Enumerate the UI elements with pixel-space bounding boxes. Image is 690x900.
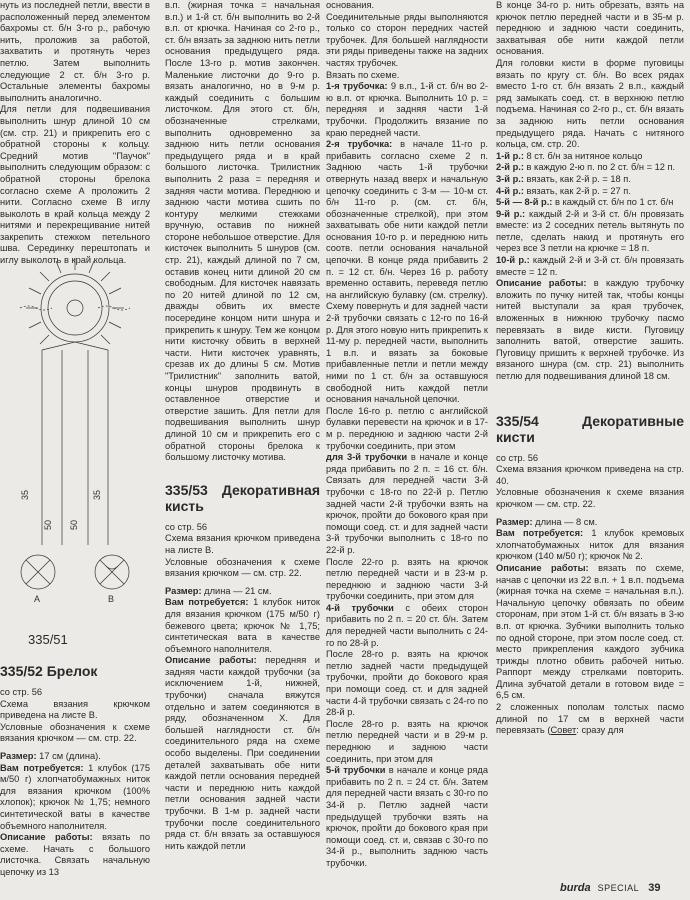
materials-paragraph xyxy=(496,528,684,563)
materials-label: Вам потребуется: xyxy=(496,528,584,539)
paragraph-text: 2 сложенных пополам толстых пасмо длиной по 17 см в верхней части перевязать ( xyxy=(496,702,684,736)
page-number: 39 xyxy=(648,882,661,894)
section-heading: 335/54 Декоративные кисти xyxy=(496,412,684,445)
tube-label: для 3-й трубочки xyxy=(326,452,408,463)
description-label: Описание работы: xyxy=(496,562,589,573)
see-page: со стр. 56 xyxy=(0,687,43,697)
scheme-note: Схема вязания крючком приведена на стр. 40. xyxy=(496,464,684,486)
materials-label: Вам потребуется: xyxy=(165,597,249,608)
section-heading: 335/52 Брелок xyxy=(0,663,98,679)
row-label: 5-й — 8-й р.: xyxy=(496,197,553,208)
row-label: 3-й р.: xyxy=(496,173,524,184)
materials-paragraph xyxy=(165,597,320,655)
description-paragraph xyxy=(496,563,684,702)
description-paragraph xyxy=(0,832,150,878)
dimension-label: 50 xyxy=(43,519,53,530)
section-335-53 xyxy=(165,482,320,853)
symbols-note: Условные обозначения к схеме вязания крючком — см. стр. 22. xyxy=(165,556,320,579)
see-page: со стр. 56 xyxy=(496,452,539,463)
paragraph xyxy=(326,603,488,649)
paragraph xyxy=(496,278,684,382)
paragraph: После 28-го р. взять на крючок петлю задней части предыдущей трубочки, пройти до бокового края при помощи соед. ст. и для задней части 4-й трубочки связать с 24-го по 28-й р. xyxy=(326,649,488,718)
tube-label: 5-й трубочки xyxy=(326,765,386,776)
materials-text: 1 клубок (175 м/50 г) хлопчатобумажных ниток для вязания крючком (100% хлопок); крючок № 1,75; немного синтетической ваты в качестве объемного наполнителя. xyxy=(0,762,150,831)
column-1 xyxy=(0,0,150,267)
row-label: 10-й р.: xyxy=(496,255,530,266)
symbols-note: Условные обозначения к схеме вязания крючком — см. стр. 22. xyxy=(496,487,684,509)
size-text: длина — 8 см. xyxy=(535,516,598,527)
row-text: каждый 2-й и 3-й ст. б/н провязать вместе = 12 п. xyxy=(496,255,684,277)
paragraph-text: : сразу для xyxy=(576,725,624,736)
figure-sublabel-a: A xyxy=(34,594,41,604)
edition-label: SPECIAL xyxy=(597,883,640,893)
crochet-diagram-335-51 xyxy=(0,250,155,622)
description-text: вязать по схеме, начав с цепочки из 22 в.п. + 1 в.п. подъема (жирная точка на схеме = начальная в.п.). Начальную цепочку обвязать по обеим сторонам, при этом 1-й ст. б/н вязать в 3-ю в.п. от крючка. Зубчики выполнить только по одной стороне, при этом после соед. ст. место прикрепления каждого зубчика трижды плотно обвить рабочей нитью. Pаппорт между стрелками повторить. Длина зубчатой детали в готовом виде = 6,5 см. xyxy=(496,562,684,701)
paragraph-text: в начале и конце ряда прибавить по 2 п. = 16 ст. б/н. Связать для передней части 3-й трубочки с 18-го по 22-й р. Петлю задней части 2-й трубочки взять на крючок, пройти до бокового края при помощи соед. ст. и для задней части 3-й трубочки выполнить с 18-го по 22-й р. xyxy=(326,452,488,555)
row-text: в каждую 2-ю п. по 2 ст. б/н = 12 п. xyxy=(526,162,676,173)
row-instruction xyxy=(496,174,684,186)
row-text: вязать, как 2-й р. = 18 п. xyxy=(526,173,631,184)
dimension-label: 35 xyxy=(20,489,30,500)
paragraph xyxy=(496,702,684,737)
paragraph: в.п. (жирная точка = начальная в.п.) и 1-й ст. б/н выполнить во 2-й в.п. от крючка. Начиная со 2-го р., ст. б/н вязать за заднюю нить петли основания предыдущего ряда. После 13-го р. мотив закончен. Маленькие листочки до 9-го р. вязать аналогично, но в 9-м р. каждый соединить с большим листочком. Для этого ст. б/н, обозначенные стрелками, выполнить одновременно за заднюю нить петли основания предыдущего ряда и в край большого листочка. Трилистник выполнить 2 раза = передняя и задняя части мотива. Переднюю и заднюю части мотива сшить по контуру мелкими стежками вручную, оставив по нижней стороне небольшое отверстие. Для кисточек выполнить 5 шнуров (см. стр. 21), каждый длиной по 7 см, оставив конец нити длиной 20 см свободным. Для кисточек навязать по 20 нитей длиной по 12 см, дважды обвить их вместе посередине концом нити шнура и прикрепить к шнуру. Тем же концом нити кисточку обвить в верхней части. Нити кисточек уравнять, срезав их до длины 5 см. Мотив "Трилистник" заполнить ватой, концы шнуров продвинуть в оставленное отверстие и отверстие зашить. Для петли для подвешивания выполнить шнур длиной 10 см и прикрепить его с обратной стороны брелока к большому листочку мотива. xyxy=(165,0,320,463)
dimension-label: 50 xyxy=(69,519,79,530)
paragraph xyxy=(326,452,488,556)
paragraph xyxy=(326,81,488,139)
row-instruction xyxy=(496,209,684,255)
paragraph: Вязать по схеме. xyxy=(326,69,400,80)
dimension-label: 35 xyxy=(92,489,102,500)
materials-label: Вам потребуется: xyxy=(0,762,84,773)
description-paragraph xyxy=(165,655,320,852)
paragraph: Соединительные ряды выполняются только со сторон передних частей трубочек. Для большей наглядности эти ряды приведены также на задних частях трубочек. xyxy=(326,11,488,68)
paragraph: Для головки кисти в форме пуговицы вязать по кругу ст. б/н. Во всех рядах вместо 1-го ст. б/н вязать 2 в.п., каждый ряд замыкать соед. ст. в верхнюю петлю подъема. Начиная со 2-го р., ст. б/н вязать за заднюю нить петли основания предыдущего ряда. Начать с нитяного кольца, см. стр. 20. xyxy=(496,57,684,150)
size-label: Размер: xyxy=(165,585,202,596)
row-instruction xyxy=(496,186,684,198)
row-instruction xyxy=(496,197,684,209)
size-label: Размер: xyxy=(0,750,37,761)
tube-label: 2-я трубочка: xyxy=(326,139,393,150)
paragraph: Для петли для подвешивания выполнить шнур длиной 10 см (см. стр. 21) и прикрепить его с обратной стороны к кольцу. Средний мотив "Паучок" выполнить следующим образом: с обратной стороны брелока согласно схеме А проложить 2 нити. Согласно схеме В иглу выколоть в край кольца между 2 нитями и перекрещивание нитей закрепить стежком петельного шва. Серединку перештопать и иглу выколоть в край кольца. xyxy=(0,104,150,266)
paragraph-text: в начале и конце ряда прибавить по 2 п. = 24 ст. б/н. Затем для передней части вязать с 30-го по 34-й р. Петлю задней части предыдущей трубочки взять на крючок, пройти до бокового края при помощи соед. ст. и, связав с 30-го по 34-й р., выполнить заднюю часть трубочки. xyxy=(326,765,488,868)
description-label: Описание работы: xyxy=(0,832,93,843)
figure-sublabel-b: B xyxy=(108,594,115,604)
column-4 xyxy=(496,0,684,737)
scheme-note: Схема вязания крючком приведена на листе В. xyxy=(0,698,150,721)
see-page: со стр. 56 xyxy=(165,521,208,532)
size-paragraph xyxy=(496,517,684,529)
row-instruction xyxy=(496,255,684,278)
advice-label: Совет xyxy=(550,725,577,736)
paragraph-text: в начале 11-го р. прибавить согласно схеме 2 п. Заднюю часть 1-й трубочки отвернуть назад вверх и начальную цепочку соединить с 3-м — 10-м ст. б/н 11-го р. (см. ст. б/н, обозначенные стрелкой), при этом захватывать обе нити каждой петли основания 10-го р. и переднюю нить соотв. петли основания начальной цепочки. В конце ряда прибавить 2 п. = 12 ст. б/н. Через 16 р. работу временно оставить, переведя петлю на английскую булавку (см. стрелку). Схему повернуть и для задней части 2-й трубочки связать с 12-го по 16-й р. Для этого новую нить прикрепить к 11-му р. передней части, выполнить 1 в.п. и вязать за боковые прибавленные петли и петли между ними по 1 ст. б/н за оставшуюся свободной нить каждой петли основания начальной цепочки. xyxy=(326,139,488,405)
section-heading: 335/53 Декоративная кисть xyxy=(165,481,320,514)
materials-text: 1 клубок кремовых хлопчатобумажных ниток для вязания крючком (140 м/50 г); крючок № 2. xyxy=(496,528,684,562)
section-335-54 xyxy=(496,413,684,737)
row-label: 2-й р.: xyxy=(496,162,524,173)
section-335-52 xyxy=(0,655,150,879)
row-text: в каждый ст. б/н по 1 ст. б/н xyxy=(554,197,674,208)
paragraph-text: с обеих сторон прибавить по 2 п. = 20 ст. б/н. Затем для передней части выполнить с 24-го по 28-й р. xyxy=(326,602,488,648)
tube-label: 1-я трубочка: xyxy=(326,81,388,92)
column-2 xyxy=(165,0,320,852)
page-footer xyxy=(560,882,660,894)
paragraph xyxy=(326,139,488,406)
size-paragraph xyxy=(0,751,150,763)
paragraph xyxy=(326,765,488,869)
size-paragraph xyxy=(165,586,320,598)
materials-text: 1 клубок ниток для вязания крючком (175 м/50 г) бежевого цвета; крючок № 1,75; синтетическая вата в качестве объемного наполнителя. xyxy=(165,597,320,654)
size-label: Размер: xyxy=(496,516,533,527)
paragraph: нуть из последней петли, ввести в расположенный перед элементом бахромы ст. б/н 3-го р., рабочую нить, проложив за работой, захватить и протянуть через петлю. Затем выполнить следующие 2 ст. б/н 3-го р. Остальные элементы бахромы выполнить аналогично. xyxy=(0,0,150,103)
size-text: длина — 21 см. xyxy=(204,585,272,596)
materials-paragraph xyxy=(0,763,150,833)
tube-label: 4-й трубочки xyxy=(326,602,394,613)
row-label: 4-й р.: xyxy=(496,185,524,196)
column-3 xyxy=(326,0,488,870)
description-label: Описание работы: xyxy=(496,278,587,289)
description-text: передняя и задняя части каждой трубочки (за исключением 1-й, нижней, трубочки) сначала вяжутся отдельно и затем соединяются в ряду, обозначенном X. Для большей наглядности ст. б/н соединительного ряда на схеме особо выделены. При соединении деталей захватывать обе нити каждой петли основания передней части и переднюю нить каждой петли основания задней части трубочки. В 1-м р. задней части трубочки после соединительного ряда ст. б/н вязать за оставшуюся нить каждой петли xyxy=(165,655,320,851)
paragraph: основания. xyxy=(326,0,375,10)
brand-logo: burda xyxy=(560,882,591,894)
paragraph: После 16-го р. петлю с английской булавки перевести на крючок и в 17-м р. переднюю и заднюю части 2-й трубочки соединить, при этом xyxy=(326,405,488,451)
figure-label: 335/51 xyxy=(28,632,68,647)
paragraph-text: 9 в.п., 1-й ст. б/н во 2-ю в.п. от крючка. Выполнить 10 р. = передняя и задняя части 1-й трубочки. Продолжить вязание по краю передней части. xyxy=(326,81,489,138)
paragraph: После 22-го р. взять на крючок петлю передней части и в 23-м р. переднюю и заднюю части 3-й трубочки соединить, при этом для xyxy=(326,556,488,602)
row-text: каждый 2-й и 3-й ст. б/н провязать вместе: из 2 соседних петель вытянуть по петле, сделать накид и протянуть его через все 3 петли на крючке = 18 п. xyxy=(496,208,684,254)
description-text: вязать по схеме. Начать с большого листочка. Связать начальную цепочку из 13 xyxy=(0,832,150,877)
row-text: 8 ст. б/н за нитяное кольцо xyxy=(526,150,643,161)
size-text: 17 см (длина). xyxy=(39,750,101,761)
scheme-note: Схема вязания крючком приведена на листе В. xyxy=(165,533,320,555)
symbols-note: Условные обозначения к схеме вязания крючком — см. стр. 22. xyxy=(0,721,150,744)
row-label: 9-й р.: xyxy=(496,208,526,219)
paragraph: В конце 34-го р. нить обрезать, взять на крючок петлю передней части и в 35-м р. переднюю и заднюю части соединить, захватывая обе нити каждой петли основания. xyxy=(496,0,684,57)
row-instruction xyxy=(496,162,684,174)
row-text: вязать, как 2-й р. = 27 п. xyxy=(526,185,631,196)
row-instruction xyxy=(496,151,684,163)
paragraph-text: в каждую трубочку вложить по пучку нитей так, чтобы концы нитей выступали за края трубочек, вложенных в нижнюю трубочку пасмо перевязать в виде кисти. Пуговицу заполнить ватой, отверстие зашить. Пуговицу пришить к верхней трубочке. Из вязаного шнура (см. стр. 21) выполнить петлю для подвешивания длиной 18 см. xyxy=(496,278,684,381)
description-label: Описание работы: xyxy=(165,655,257,666)
paragraph: После 28-го р. взять на крючок петлю передней части и в 29-м р. переднюю и заднюю части соединить, при этом для xyxy=(326,718,488,764)
row-label: 1-й р.: xyxy=(496,150,524,161)
